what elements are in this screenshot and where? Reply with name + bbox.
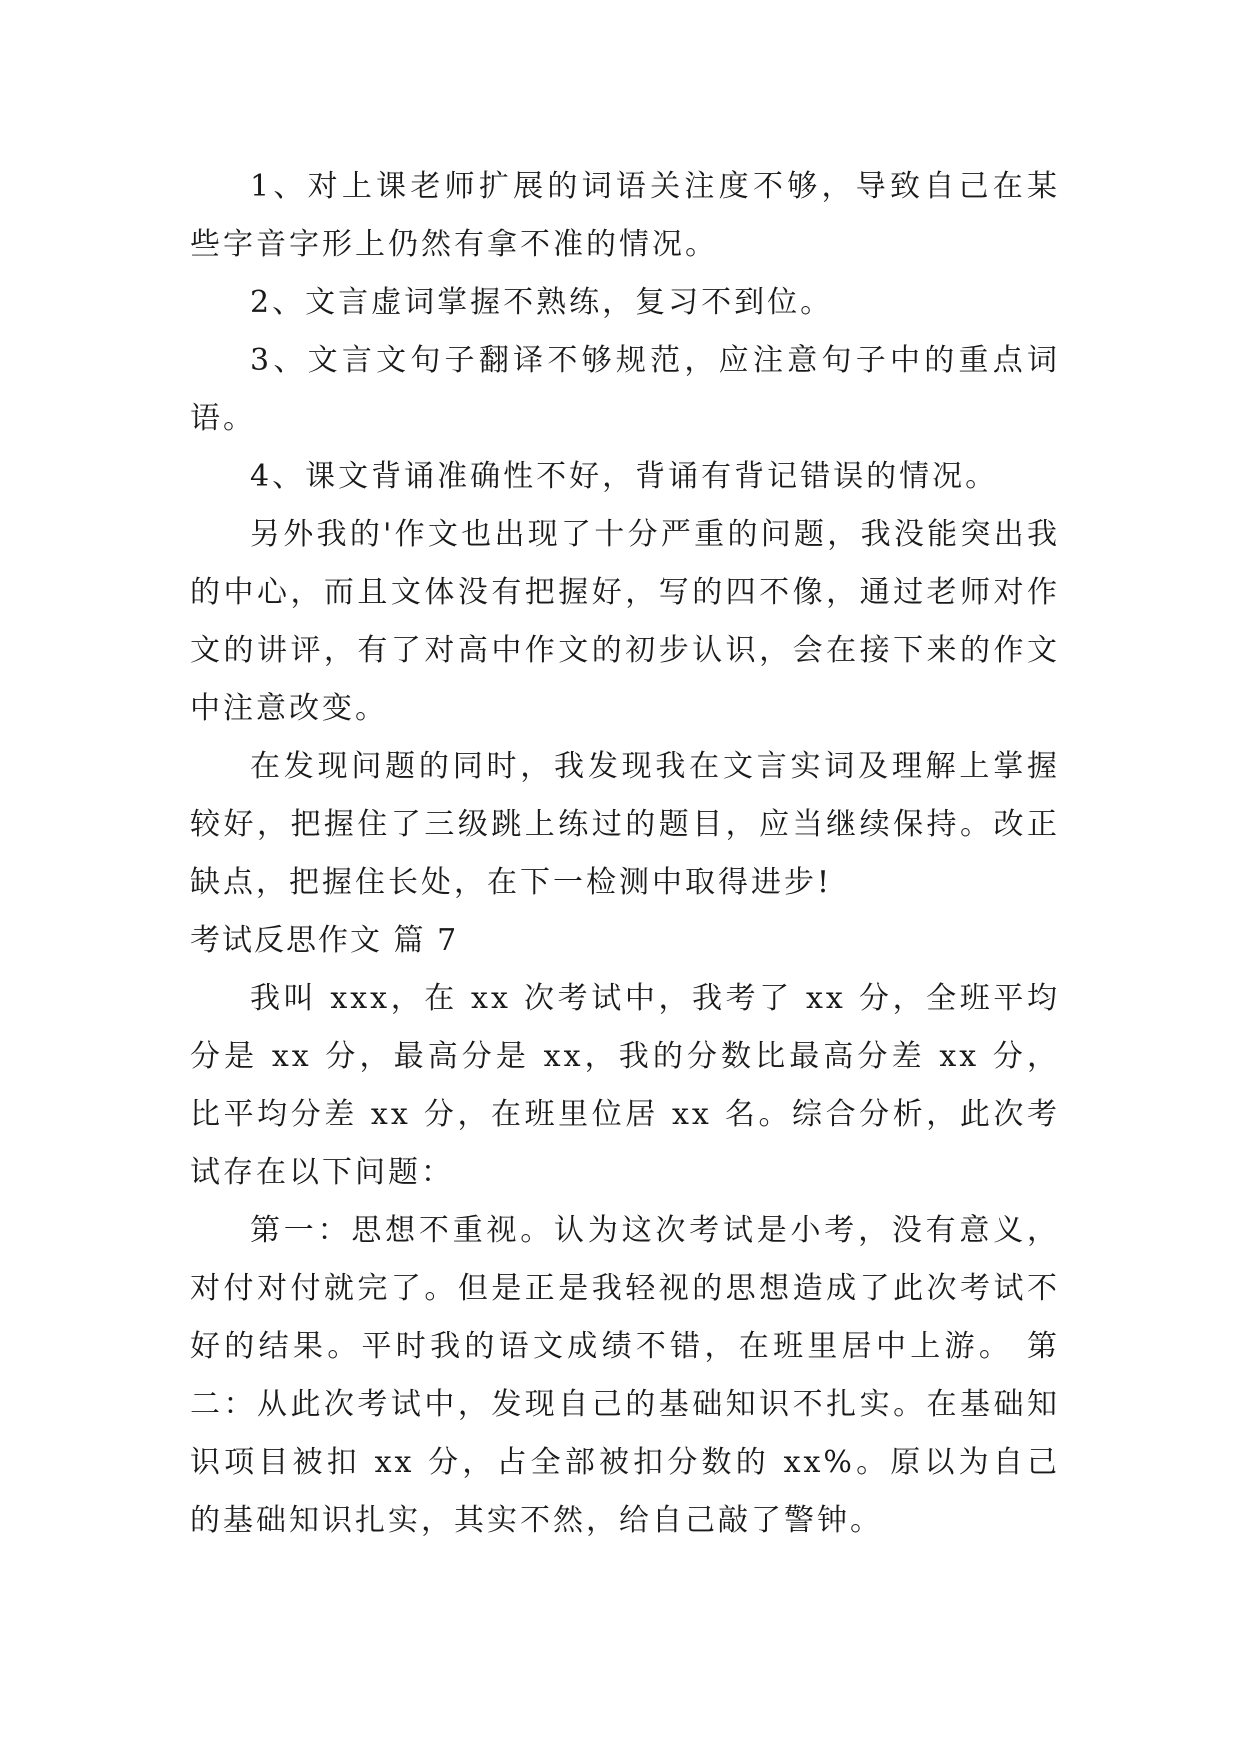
paragraph-score-summary: 我叫 xxx，在 xx 次考试中，我考了 xx 分，全班平均分是 xx 分，最高分是 xx，我的分数比最高分差 xx 分，比平均分差 xx 分，在班里位居 xx 名。综合分析，此次考试存在以下问题： — [190, 981, 1060, 1190]
paragraph-essay-issue: 另外我的'作文也出现了十分严重的问题，我没能突出我的中心，而且文体没有把握好，写的四不像，通过老师对作文的讲评，有了对高中作文的初步认识，会在接下来的作文中注意改变。 — [190, 517, 1060, 726]
paragraph-strengths: 在发现问题的同时，我发现我在文言实词及理解上掌握较好，把握住了三级跳上练过的题目，应当继续保持。改正缺点，把握住长处，在下一检测中取得进步! — [190, 749, 1060, 900]
section-heading: 考试反思作文 篇 7 — [190, 923, 459, 958]
document-body — [190, 158, 1060, 1550]
paragraph-item-1: 1、对上课老师扩展的词语关注度不够，导致自己在某些字音字形上仍然有拿不准的情况。 — [190, 169, 1060, 262]
paragraph-problems: 第一：思想不重视。认为这次考试是小考，没有意义，对付对付就完了。但是正是我轻视的思想造成了此次考试不好的结果。平时我的语文成绩不错，在班里居中上游。 第二：从此次考试中，发现自己的基础知识不扎实。在基础知识项目被扣 xx 分，占全部被扣分数的 xx%。原以为自己的基础知识扎实，其实不然，给自己敲了警钟。 — [190, 1213, 1060, 1538]
paragraph-item-4: 4、课文背诵准确性不好，背诵有背记错误的情况。 — [250, 459, 999, 494]
paragraph-item-2: 2、文言虚词掌握不熟练，复习不到位。 — [250, 285, 834, 320]
paragraph-item-3: 3、文言文句子翻译不够规范，应注意句子中的重点词语。 — [190, 343, 1060, 436]
